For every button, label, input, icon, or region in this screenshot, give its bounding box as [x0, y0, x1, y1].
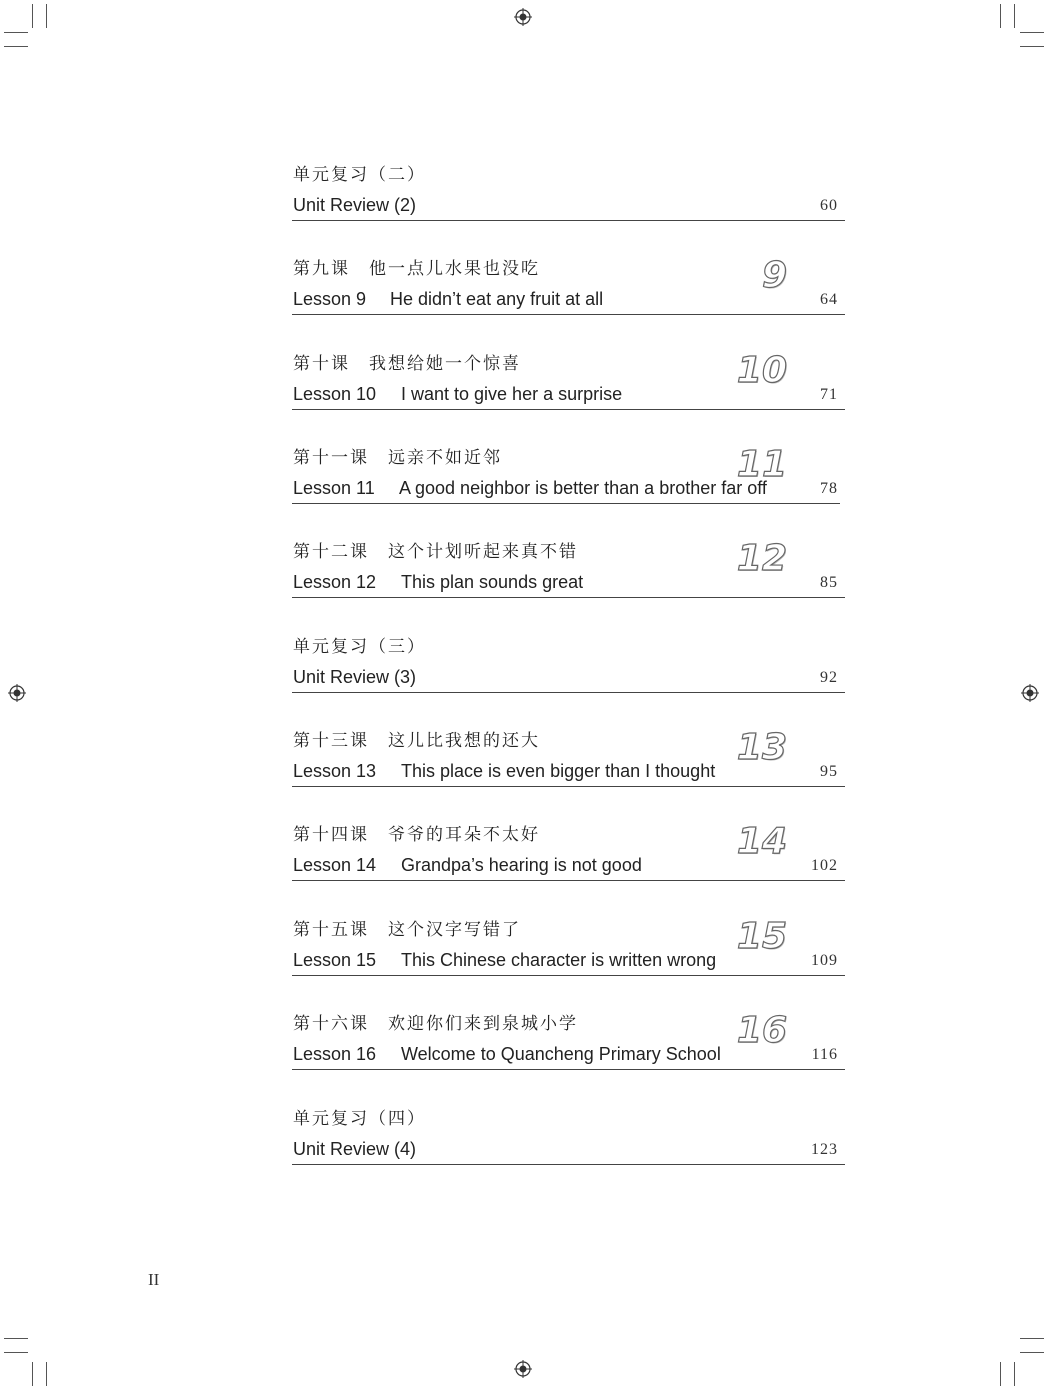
toc-entry-label: Unit Review (3): [293, 667, 417, 687]
crop-mark: [1020, 1338, 1044, 1339]
toc-entry-page-number: 78: [820, 480, 838, 497]
toc-entry-chinese-title: 第十二课 这个计划听起来真不错: [293, 542, 578, 562]
toc-entry-page-number: 92: [820, 669, 838, 686]
toc-entry-english-title: [293, 572, 583, 593]
toc-entry-title: Grandpa’s hearing is not good: [401, 855, 642, 875]
toc-entry-chinese-title: 第十六课 欢迎你们来到泉城小学: [293, 1014, 578, 1034]
toc-entry-chinese-title: 第十五课 这个汉字写错了: [293, 920, 521, 940]
crop-mark: [1020, 1352, 1044, 1353]
chapter-number: 14: [736, 821, 787, 862]
toc-entry-label: Lesson 14: [293, 855, 377, 875]
toc-entry-english-title: [293, 289, 603, 310]
toc-entry-chinese-title: 第九课 他一点儿水果也没吃: [293, 259, 540, 279]
toc-entry-english-title: [293, 855, 642, 876]
toc-entry-page-number: 71: [820, 386, 838, 403]
toc-entry-rule: [292, 975, 845, 976]
toc-entry-label: Lesson 10: [293, 384, 377, 404]
chapter-number: 16: [736, 1010, 787, 1051]
toc-entry-english-title: [293, 384, 622, 405]
toc-entry-label: Lesson 12: [293, 572, 377, 592]
toc-entry-page-number: 123: [811, 1141, 838, 1158]
toc-entry-label: Lesson 9: [293, 289, 367, 309]
toc-entry-title: This plan sounds great: [401, 572, 584, 592]
toc-entry-page-number: 116: [811, 1046, 838, 1063]
crop-mark: [4, 46, 28, 47]
crop-mark: [1020, 32, 1044, 33]
toc-entry-page-number: 102: [811, 857, 838, 874]
toc-entry-chinese-title: 单元复习（三）: [293, 637, 426, 657]
toc-entry-rule: [292, 314, 845, 315]
toc-entry-title: I want to give her a surprise: [401, 384, 623, 404]
crop-mark: [1014, 1362, 1015, 1386]
toc-entry-rule: [292, 880, 845, 881]
toc-entry[interactable]: [292, 349, 845, 409]
chapter-number: 12: [736, 538, 787, 579]
crop-mark: [32, 1362, 33, 1386]
toc-entry-english-title: [293, 761, 715, 782]
toc-entry-english-title: [293, 1139, 416, 1160]
chapter-number: 15: [736, 916, 787, 957]
toc-entry-label: Lesson 13: [293, 761, 377, 781]
toc-entry-chinese-title: 第十三课 这儿比我想的还大: [293, 731, 540, 751]
toc-entry-title: A good neighbor is better than a brother far off: [399, 478, 767, 498]
toc-entry-label: Lesson 11: [293, 478, 375, 498]
registration-mark-icon: [1021, 684, 1039, 702]
crop-mark: [1000, 1362, 1001, 1386]
chapter-number: 9: [761, 255, 787, 296]
crop-mark: [46, 1362, 47, 1386]
toc-entry-rule: [292, 220, 845, 221]
toc-entry[interactable]: [292, 160, 845, 220]
toc-entry-chinese-title: 第十课 我想给她一个惊喜: [293, 354, 521, 374]
crop-mark: [1014, 4, 1015, 28]
registration-mark-icon: [514, 1360, 532, 1378]
toc-entry-english-title: [293, 195, 416, 216]
registration-mark-icon: [8, 684, 26, 702]
toc-entry-label: Lesson 15: [293, 950, 377, 970]
toc-entry-chinese-title: 单元复习（二）: [293, 165, 426, 185]
toc-entry-page-number: 60: [820, 197, 838, 214]
toc-entry-english-title: [293, 667, 416, 688]
toc-entry[interactable]: [292, 443, 840, 503]
toc-entry-page-number: 85: [820, 574, 838, 591]
registration-mark-icon: [514, 8, 532, 26]
toc-entry-rule: [292, 1164, 845, 1165]
toc-entry-page-number: 95: [820, 763, 838, 780]
toc-entry-label: Lesson 16: [293, 1044, 377, 1064]
toc-entry-page-number: 109: [811, 952, 838, 969]
toc-entry-rule: [292, 597, 845, 598]
toc-entry-chinese-title: 第十一课 远亲不如近邻: [293, 448, 502, 468]
crop-mark: [46, 4, 47, 28]
toc-entry[interactable]: [292, 1104, 845, 1164]
toc-entry-english-title: [293, 950, 716, 971]
crop-mark: [4, 1352, 28, 1353]
crop-mark: [4, 32, 28, 33]
toc-entry-rule: [292, 786, 845, 787]
toc-entry-title: This Chinese character is written wrong: [401, 950, 717, 970]
toc-entry-chinese-title: 第十四课 爷爷的耳朵不太好: [293, 825, 540, 845]
toc-entry-page-number: 64: [820, 291, 838, 308]
chapter-number: 11: [736, 444, 787, 485]
crop-mark: [4, 1338, 28, 1339]
toc-entry-rule: [292, 1069, 845, 1070]
toc-entry-title: He didn’t eat any fruit at all: [390, 289, 604, 309]
toc-entry-rule: [292, 692, 845, 693]
crop-mark: [1000, 4, 1001, 28]
toc-entry-english-title: [293, 1044, 721, 1065]
toc-entry[interactable]: [292, 632, 845, 692]
toc-entry-title: This place is even bigger than I thought: [401, 761, 716, 781]
toc-entry-chinese-title: 单元复习（四）: [293, 1109, 426, 1129]
toc-entry-label: Unit Review (2): [293, 195, 417, 215]
toc-entry[interactable]: [292, 820, 845, 880]
toc-entry-label: Unit Review (4): [293, 1139, 417, 1159]
toc-entry[interactable]: [292, 726, 845, 786]
toc-entry[interactable]: [292, 915, 845, 975]
chapter-number: 13: [736, 727, 787, 768]
toc-entry-rule: [292, 409, 845, 410]
toc-entry[interactable]: [292, 1009, 845, 1069]
toc-entry[interactable]: [292, 254, 845, 314]
chapter-number: 10: [736, 350, 787, 391]
toc-entry[interactable]: [292, 537, 845, 597]
toc-entry-rule: [292, 503, 840, 504]
toc-entry-title: Welcome to Quancheng Primary School: [401, 1044, 721, 1064]
toc-entry-english-title: [293, 478, 767, 499]
page-folio: II: [148, 1270, 160, 1289]
crop-mark: [1020, 46, 1044, 47]
crop-mark: [32, 4, 33, 28]
